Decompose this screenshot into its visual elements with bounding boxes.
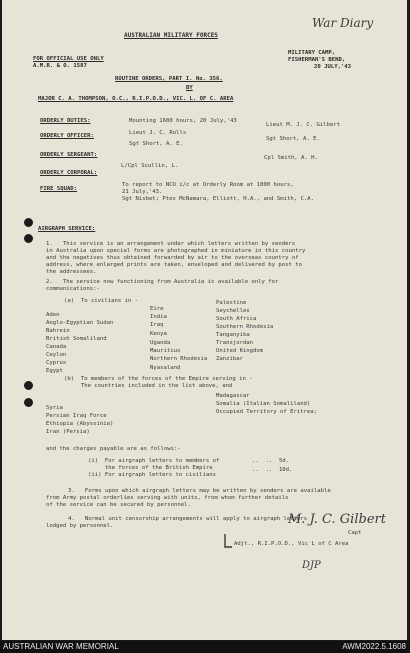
duty-relief: Cpl Smith, A. H. <box>264 155 318 161</box>
country: South Africa <box>216 316 257 322</box>
camp-line-2: FISHERMAN'S BEND, <box>288 57 346 63</box>
paragraph-line: in Australia upon special forms are photographed in miniature in this country <box>46 248 306 254</box>
country: Northern Rhodesia <box>150 356 208 362</box>
country: Madagascar <box>216 393 250 399</box>
fire-squad-line: To report to NCO i/c at Orderly Room at 1800 hours, <box>122 182 294 188</box>
country: Anglo-Egyptian Sudan <box>46 320 114 326</box>
duty-value: Mounting 1600 hours, 20 July,'43 <box>129 118 237 124</box>
country: Bahrein <box>46 328 70 334</box>
paragraph-line: and the negatives thus obtained forwarded by air to the overseas country of <box>46 255 299 261</box>
country: Transjordan <box>216 340 254 346</box>
country: Aden <box>46 312 60 318</box>
orders-title: ROUTINE ORDERS, PART I. No. 356. <box>115 76 223 82</box>
signature-mark <box>222 532 234 550</box>
duty-value: L/Cpl Scullin, L. <box>121 163 179 169</box>
fire-squad-line: Sgt Nisbet; Ptes McNamara, Elliott, H.A., and Smith, C.A. <box>122 196 314 202</box>
paragraph-line: 3. Forms upon which airgraph letters may be written by senders are available <box>68 488 331 494</box>
paragraph-line: address, where enlarged prints are taken, enveloped and delivered by post to <box>46 262 302 268</box>
country: India <box>150 314 167 320</box>
charges-intro: and the charges payable are as follows:- <box>46 446 181 452</box>
duty-label: ORDERLY DUTIES: <box>40 118 91 124</box>
handwritten-annotation: War Diary <box>312 16 374 30</box>
country: Mauritius <box>150 348 181 354</box>
archive-name: AUSTRALIAN WAR MEMORIAL <box>3 642 119 651</box>
paragraph-line: of the service can be secured by personnel. <box>46 502 191 508</box>
country: British Somaliland <box>46 336 107 342</box>
country: Zanzibar <box>216 356 243 362</box>
country: Syria <box>46 405 63 411</box>
signature-rank: Capt <box>348 530 362 536</box>
country: United Kingdom <box>216 348 264 354</box>
order-date: 20 JULY,'43 <box>314 64 352 70</box>
paragraph-line: communications:- <box>46 286 100 292</box>
duty-label: ORDERLY SERGEANT: <box>40 152 98 158</box>
sub-heading: (b) To members of the forces of the Empire serving in - <box>64 376 253 382</box>
paragraph-line: lodged by personnel. <box>46 523 114 529</box>
charge-line: (i) For airgraph letters to members of <box>88 458 220 464</box>
signature-scrawl: M. J. C. Gilbert <box>288 512 386 527</box>
paragraph-line: 2. The service now functioning from Australia is available only for <box>46 279 279 285</box>
reference-number: A.M.R. & O. 1587 <box>33 63 87 69</box>
paragraph-line: 1. This service is an arrangement under which letters written by senders <box>46 241 296 247</box>
charge-line: (ii) For airgraph letters to civilians <box>88 472 216 478</box>
charge-amount: .. .. 5d. <box>252 458 290 464</box>
country: Uganda <box>150 340 171 346</box>
paragraph-line: 4. Normal unit censorship arrangements will apply to airgraph letters <box>68 516 308 522</box>
country: Somalia (Italian Somaliland) <box>216 401 311 407</box>
classification: FOR OFFICIAL USE ONLY <box>33 56 104 62</box>
punch-hole <box>24 234 33 243</box>
charge-amount: .. .. 10d. <box>252 467 293 473</box>
country: Ethiopia (Abyssinia) <box>46 421 114 427</box>
duty-relief: Lieut M. J. C. Gilbert <box>266 122 341 128</box>
punch-hole <box>24 218 33 227</box>
duty-relief: Sgt Short, A. E. <box>266 136 320 142</box>
country: Persian Iraq Force <box>46 413 107 419</box>
country: Nyasaland <box>150 365 181 371</box>
country: Egypt <box>46 368 63 374</box>
country: Seychelles <box>216 308 250 314</box>
camp-line-1: MILITARY CAMP, <box>288 50 336 56</box>
duty-value: Sgt Short, A. E. <box>129 141 183 147</box>
sub-heading: The countries included in the list above, and <box>64 383 233 389</box>
punch-hole <box>24 398 33 407</box>
paragraph-line: from Army postal orderlies serving with units, from whom further details <box>46 495 289 501</box>
duty-label: ORDERLY CORPORAL: <box>40 170 98 176</box>
country: Kenya <box>150 331 167 337</box>
charge-line: the forces of the British Empire <box>88 465 213 471</box>
country: Ceylon <box>46 352 67 358</box>
paragraph-line: the addressees. <box>46 269 97 275</box>
handwritten-initials: DJP <box>302 560 321 571</box>
archive-footer <box>0 641 410 653</box>
commanding-officer: MAJOR C. A. THOMPSON, O.C., R.I.P.O.D., VIC. L. OF C. AREA <box>38 96 234 102</box>
sub-heading: (a) To civilians in - <box>64 298 139 304</box>
document-page <box>2 0 407 640</box>
punch-hole <box>24 381 33 390</box>
signature-line: Adjt., R.I.P.O.D., Vic L of C Area <box>234 541 349 547</box>
country: Palestine <box>216 300 247 306</box>
archive-reference: AWM2022.5.1608 <box>342 642 406 651</box>
fire-squad-line: 21 July,'43. <box>122 189 163 195</box>
orders-by: BY <box>186 85 193 91</box>
country: Occupied Territory of Eritrea; <box>216 409 318 415</box>
fire-squad-label: FIRE SQUAD: <box>40 186 78 192</box>
section-title: AIRGRAPH SERVICE: <box>38 226 96 232</box>
country: Iran (Persia) <box>46 429 90 435</box>
country: Canada <box>46 344 67 350</box>
country: Iraq <box>150 322 164 328</box>
country: Eire <box>150 306 164 312</box>
duty-value: Lieut J. C. Rolls <box>129 130 187 136</box>
country: Tanganyika <box>216 332 250 338</box>
country: Southern Rhodesia <box>216 324 274 330</box>
duty-label: ORDERLY OFFICER: <box>40 133 94 139</box>
country: Cyprus <box>46 360 67 366</box>
org-title: AUSTRALIAN MILITARY FORCES <box>124 32 218 39</box>
